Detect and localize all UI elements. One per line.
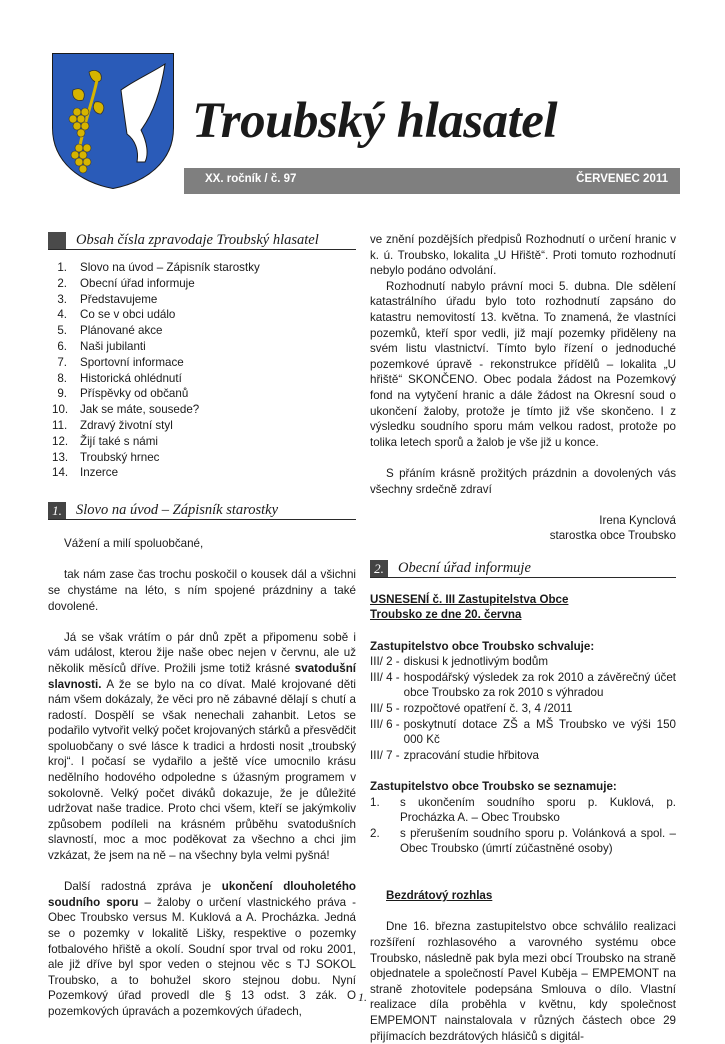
section2-heading — [370, 560, 676, 578]
toc-item[interactable]: 4. Co se v obci událo — [57, 308, 176, 322]
signature-name: Irena Kynclová — [599, 513, 676, 527]
issue-number: XX. ročník / č. 97 — [205, 173, 297, 185]
left-column — [48, 232, 356, 1020]
toc-item[interactable]: 6. Naši jubilanti — [57, 339, 146, 353]
paragraph: tak nám zase čas trochu poskočil o kousek dál a všichni se chystáme na léto, s ním spojené prázdniny a také dovolené. — [48, 568, 356, 613]
resolution-item: III/ 6 - poskytnutí dotace ZŠ a MŠ Troubsko ve výši 150 000 Kč — [370, 717, 676, 747]
section-marker — [48, 232, 66, 249]
page-number: 1. — [358, 990, 367, 1004]
newsletter-title: Troubský hlasatel — [192, 93, 558, 149]
paragraph: Rozhodnutí nabylo právní moci 5. dubna. Dle sdělení katastrálního úřadu bylo toto rozhodnutí zapsáno do katastru nemovitostí 13. května. To znamená, že vlastníci pozemků, kteří spor vedli, již mají pozemky přiděleny na svém listu vlastnictví. Tímto bylo řízení o jednoduché pozemkové úpravě - rekonstrukce přídělů – lokalita „U hřiště“ SKONČENO. Obec podala žádost na Pozemkový fond na vytyčení hranic a dále žádost na Okresní soud o ukončení žaloby, protože je tímto již vše skončeno. I z výsledku soudního sporu mám velkou radost, protože po tolika letech sporů a žalob je vše již u konce. — [370, 279, 676, 449]
table-of-contents — [48, 260, 356, 481]
toc-item[interactable]: 5. Plánované akce — [57, 324, 163, 338]
notes-heading: Zastupitelstvo obce Troubsko se seznamuje: — [370, 780, 617, 793]
paragraph: Dne 16. března zastupitelstvo obce schválilo realizaci rozšíření rozhlasového a varovného systému obce Troubsko, následně pak byla mezi obcí Troubsko na straně objednatele a společností Pavel Kuběja – EMPEMONT na straně zhotovitele podepsána Smlouva o dílo. Vlastní realizace díla proběhla v květnu, kdy společnost EMPEMONT nainstalovala v různých částech obce 29 přijímacích bezdrátových hlásičů s digitál- — [370, 920, 676, 1043]
resolution-item: III/ 2 - diskusi k jednotlivým bodům — [370, 655, 548, 669]
signature-role: starostka obce Troubsko — [549, 529, 676, 543]
note-item: 2. s přerušením soudního sporu p. Volánková a spol. – Obec Troubsko (úmrtí zúčastněné osoby) — [370, 826, 676, 856]
section1-title: Slovo na úvod – Zápisník starostky — [76, 501, 279, 518]
toc-heading — [48, 232, 356, 250]
toc-item[interactable]: 7. Sportovní informace — [57, 355, 184, 369]
section2-number: 2. — [370, 560, 388, 577]
toc-item[interactable]: 1. Slovo na úvod – Zápisník starostky — [57, 261, 260, 274]
resolution-item: III/ 5 - rozpočtové opatření č. 3, 4 /2011 — [370, 702, 573, 716]
toc-item[interactable]: 9. Příspěvky od občanů — [57, 387, 189, 401]
note-item: 1. s ukončením soudního sporu p. Kuklová, p. Procházka A. – Obec Troubsko — [370, 795, 676, 825]
approves-heading: Zastupitelstvo obce Troubsko schvaluje: — [370, 639, 595, 653]
right-column — [370, 232, 676, 1044]
toc-item[interactable]: 13. Troubský hrnec — [52, 450, 160, 464]
resolution-title: USNESENÍ č. III Zastupitelstva Obce Troubsko ze dne 20. června — [370, 592, 569, 622]
section1-number: 1. — [48, 502, 66, 519]
paragraph: Další radostná zpráva je ukončení dlouholetého soudního sporu – žaloby o určení vlastnického práva - Obec Troubsko versus M. Kuklová a A. Procházka. Jedná se o pozemky v lokalitě Lišky, respektive o pozemky fotbalového hřiště a okolí. Soudní spor trval od roku 2001, ale již dříve byl spor veden o stejnou věc s TJ SOKOL Troubsko, a to bohužel skoro stejnou dobu. Nyní Pozemkový úřad provedl dle § 13 odst. 3 zák. O pozemkových úpravách a pozemkových úřadech, — [48, 880, 357, 1018]
wireless-heading: Bezdrátový rozhlas — [386, 889, 493, 903]
toc-item[interactable]: 11. Zdravý životní styl — [52, 418, 173, 432]
toc-item[interactable]: 2. Obecní úřad informuje — [57, 276, 195, 290]
section2-title: Obecní úřad informuje — [398, 559, 531, 576]
resolution-item: III/ 7 - zpracování studie hřbitova — [370, 748, 539, 762]
toc-title: Obsah čísla zpravodaje Troubský hlasatel — [76, 231, 319, 248]
greeting: Vážení a milí spoluobčané, — [64, 537, 204, 551]
coat-of-arms-icon — [49, 50, 177, 190]
issue-banner — [184, 168, 680, 194]
toc-item[interactable]: 10. Jak se máte, sousede? — [52, 403, 200, 417]
paragraph: Já se však vrátím o pár dnů zpět a připomenu sobě i vám událost, kterou žije naše obec nejen v červnu, ale už několik měsíců dříve. Prožili jsme totiž krásné svatodušní slavnosti. A že se bylo na co dívat. Malé krojované děti nám všem dokázaly, že věci pro ně zábavné dělají s chutí a radostí. Dospělí se však nenechali zahanbit. Letos se podařilo vytvořit velký počet krojovaných stárků a přesvědčit spoluobčany o své lásce k tradici a hrdosti nosit „troubský kroj“. I počasí se vydařilo a ještě více umocnilo krásu nedělního hodového odpoledne s úžasným programem v sokolovně. Velký počet diváků dokazuje, že je důležité udržovat naše tradice. Proto chci všem, kteří se jakýmkoliv způsobem podíleli na krásném průběhu svatodušních slavností, moc a moc poděkovat za všechno a chci jim vzkázat, že jsem na ně – na všechny byla velmi pyšná! — [48, 630, 357, 863]
paragraph: S přáním krásně prožitých prázdnin a dovolených vás všechny srdečně zdraví — [370, 466, 676, 496]
toc-item[interactable]: 14. Inzerce — [52, 466, 119, 480]
paragraph: ve znění pozdějších předpisů Rozhodnutí o určení hranic v k. ú. Troubsko, lokalita „U Hřiště“. Proti tomuto rozhodnutí nebylo podáno odvolání. — [370, 233, 676, 278]
toc-item[interactable]: 3. Představujeme — [57, 292, 158, 306]
toc-item[interactable]: 8. Historická ohlédnutí — [57, 371, 182, 385]
issue-date: ČERVENEC 2011 — [576, 173, 668, 185]
resolution-item: III/ 4 - hospodářský výsledek za rok 2010 a závěrečný účet obce Troubsko za rok 2010 s výhradou — [370, 670, 676, 700]
section1-heading — [48, 502, 356, 520]
toc-item[interactable]: 12. Žijí také s námi — [52, 434, 158, 448]
